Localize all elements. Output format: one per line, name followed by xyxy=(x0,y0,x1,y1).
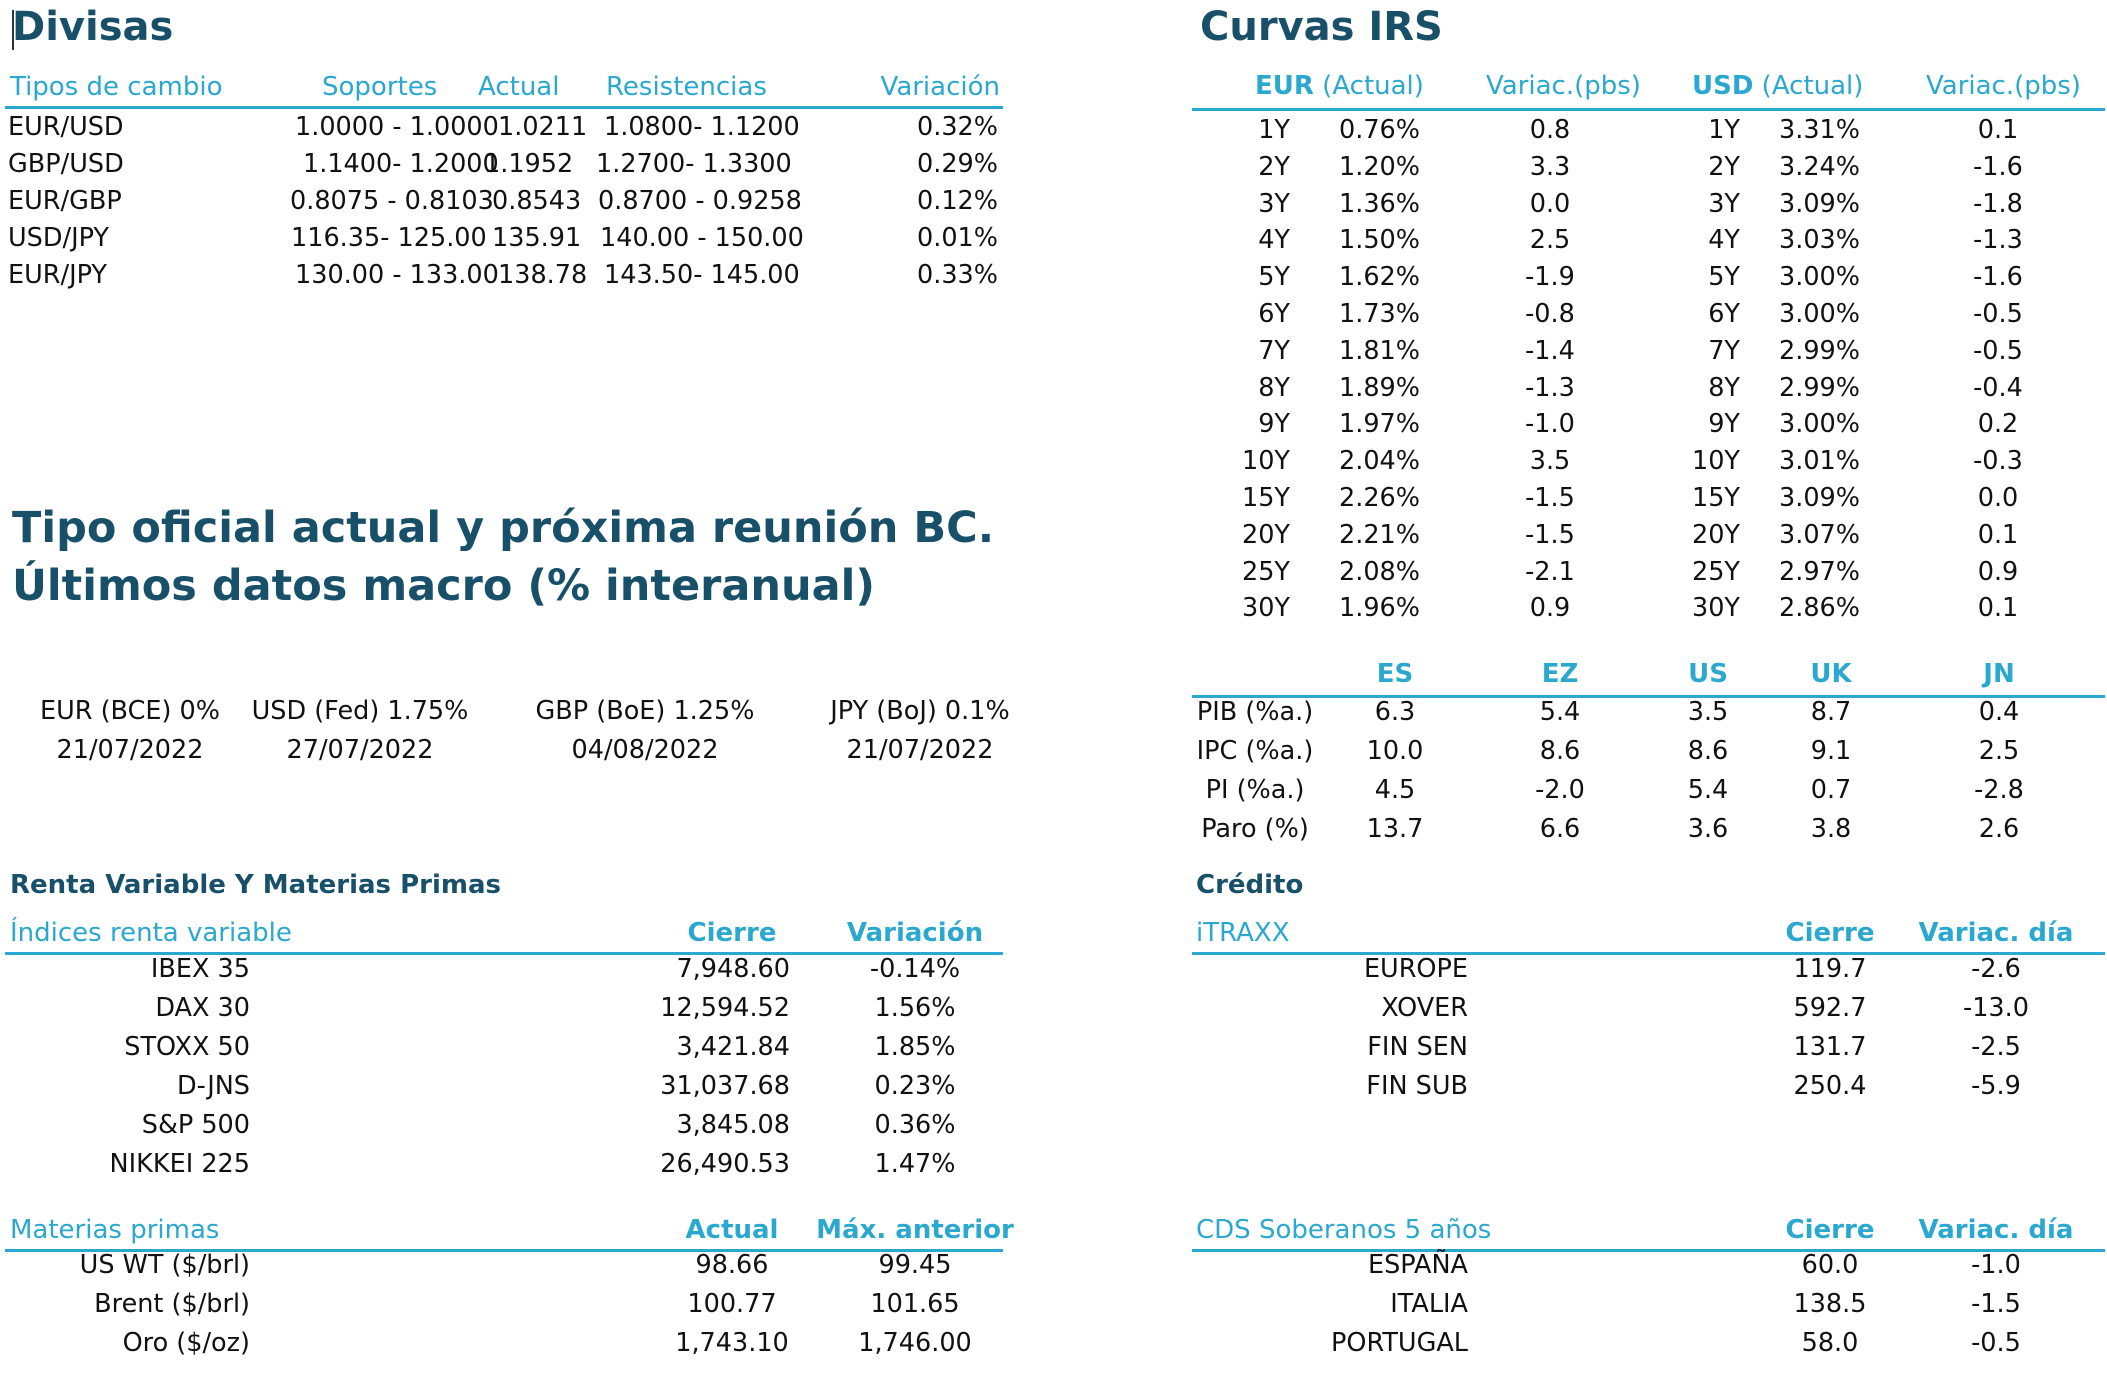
commodity-actual-cell: 100.77 xyxy=(687,1289,777,1319)
bank-date-usd: 27/07/2022 xyxy=(286,735,434,765)
irs-usd-var-cell: 0.2 xyxy=(1977,409,2019,440)
divisas-title: Divisas xyxy=(12,4,174,50)
irs-tenor-usd-cell: 7Y xyxy=(1708,335,1740,366)
irs-tenor-usd-cell: 5Y xyxy=(1708,262,1740,293)
cds-header-name: CDS Soberanos 5 años xyxy=(1196,1215,1492,1245)
pair-cell: EUR/JPY xyxy=(8,260,107,290)
itraxx-cierre-cell: 119.7 xyxy=(1793,954,1867,984)
index-cierre-cell: 31,037.68 xyxy=(660,1071,790,1101)
cds-name-cell: ITALIA xyxy=(1390,1289,1468,1319)
itraxx-var-cell: -2.5 xyxy=(1971,1032,2021,1062)
irs-usd-var-cell: 0.0 xyxy=(1977,483,2019,513)
soportes-cell: 0.8075 - 0.8103 xyxy=(290,186,494,216)
irs-usd-var-cell: -1.6 xyxy=(1973,151,2023,182)
irs-eur-var-cell: 2.5 xyxy=(1529,225,1571,256)
bank-date-jpy: 21/07/2022 xyxy=(846,735,994,765)
irs-usd-cell: 2.99% xyxy=(1778,335,1860,366)
macro-value-cell: 3.8 xyxy=(1810,814,1852,844)
credito-header-variac: Variac. día xyxy=(1918,918,2074,948)
irs-eur-cell: 2.26% xyxy=(1338,483,1420,513)
divisas-header-resistencias: Resistencias xyxy=(606,72,767,102)
irs-tenor-eur-cell: 15Y xyxy=(1241,483,1290,513)
irs-eur-cell: 2.04% xyxy=(1338,446,1420,477)
divisas-header-rule xyxy=(5,106,1003,109)
irs-header-eur-rest: (Actual) xyxy=(1313,71,1424,101)
irs-header-usd-code: USD xyxy=(1692,71,1754,101)
irs-usd-var-cell: -1.8 xyxy=(1973,188,2023,219)
materias-header-actual: Actual xyxy=(685,1215,779,1245)
cds-header-cierre: Cierre xyxy=(1785,1215,1875,1245)
index-var-cell: 0.23% xyxy=(874,1071,956,1101)
divisas-header-soportes: Soportes xyxy=(322,72,438,102)
itraxx-cierre-cell: 250.4 xyxy=(1793,1071,1867,1101)
irs-tenor-usd-cell: 15Y xyxy=(1691,483,1740,513)
macro-header-us: US xyxy=(1688,659,1728,689)
macro-value-cell: 3.6 xyxy=(1687,814,1729,844)
index-name-cell: D-JNS xyxy=(176,1071,250,1101)
credito-title: Crédito xyxy=(1196,870,1304,900)
resistencias-cell: 0.8700 - 0.9258 xyxy=(598,186,802,216)
bank-rate-eur: EUR (BCE) 0% xyxy=(39,696,221,726)
soportes-cell: 1.0000 - 1.0000 xyxy=(295,112,499,142)
irs-title: Curvas IRS xyxy=(1200,4,1443,50)
itraxx-var-cell: -5.9 xyxy=(1971,1071,2021,1101)
variacion-cell: 0.29% xyxy=(916,149,998,179)
irs-usd-cell: 3.00% xyxy=(1778,299,1860,329)
irs-tenor-eur-cell: 5Y xyxy=(1258,262,1290,293)
macro-value-cell: 0.7 xyxy=(1810,775,1852,805)
irs-tenor-usd-cell: 9Y xyxy=(1708,409,1740,440)
irs-header-eur xyxy=(1255,71,1424,101)
commodity-max-cell: 99.45 xyxy=(878,1250,952,1280)
itraxx-cierre-cell: 592.7 xyxy=(1793,993,1867,1023)
irs-header-usd-rest: (Actual) xyxy=(1753,71,1864,101)
irs-tenor-eur-cell: 1Y xyxy=(1258,115,1290,145)
irs-eur-var-cell: -0.8 xyxy=(1525,299,1575,329)
irs-usd-cell: 2.99% xyxy=(1778,372,1860,403)
credito-header-cierre: Cierre xyxy=(1785,918,1875,948)
index-cierre-cell: 3,845.08 xyxy=(676,1110,790,1140)
macro-value-cell: 10.0 xyxy=(1366,736,1424,766)
irs-usd-var-cell: 0.1 xyxy=(1977,593,2019,624)
resistencias-cell: 1.0800- 1.1200 xyxy=(604,112,800,142)
irs-tenor-usd-cell: 10Y xyxy=(1691,446,1740,477)
bc-title-line2: Últimos datos macro (% interanual) xyxy=(12,561,875,611)
soportes-cell: 1.1400- 1.2000 xyxy=(303,149,499,179)
irs-eur-cell: 0.76% xyxy=(1338,115,1420,145)
irs-header-rule xyxy=(1192,108,2105,111)
variacion-cell: 0.33% xyxy=(916,260,998,290)
irs-usd-cell: 3.01% xyxy=(1778,446,1860,477)
cds-header-variac: Variac. día xyxy=(1918,1215,2074,1245)
macro-value-cell: 2.5 xyxy=(1978,736,2020,766)
renta-header-name: Índices renta variable xyxy=(10,918,292,948)
irs-usd-cell: 3.00% xyxy=(1778,262,1860,293)
macro-value-cell: 6.3 xyxy=(1374,697,1416,727)
index-name-cell: IBEX 35 xyxy=(150,954,250,984)
itraxx-name-cell: EUROPE xyxy=(1363,954,1468,984)
irs-eur-var-cell: 3.5 xyxy=(1529,446,1571,477)
pair-cell: USD/JPY xyxy=(8,223,109,253)
macro-label-cell: Paro (%) xyxy=(1201,814,1309,844)
index-name-cell: NIKKEI 225 xyxy=(109,1149,250,1179)
irs-eur-cell: 1.73% xyxy=(1338,299,1420,329)
irs-eur-cell: 2.21% xyxy=(1338,519,1420,550)
irs-header-var2: Variac.(pbs) xyxy=(1926,71,2081,101)
irs-eur-cell: 1.50% xyxy=(1338,225,1420,256)
irs-usd-var-cell: -0.3 xyxy=(1973,446,2023,477)
irs-usd-var-cell: -1.6 xyxy=(1973,262,2023,293)
irs-tenor-usd-cell: 1Y xyxy=(1708,115,1740,145)
bc-title-line1: Tipo oficial actual y próxima reunión BC. xyxy=(12,503,995,553)
irs-usd-var-cell: -0.5 xyxy=(1973,299,2023,329)
macro-value-cell: -2.0 xyxy=(1535,775,1585,805)
irs-eur-var-cell: -1.5 xyxy=(1525,483,1575,513)
irs-tenor-eur-cell: 4Y xyxy=(1258,225,1290,256)
macro-header-ez: EZ xyxy=(1541,659,1579,689)
irs-tenor-eur-cell: 2Y xyxy=(1258,151,1290,182)
irs-eur-var-cell: -2.1 xyxy=(1525,556,1575,587)
commodity-name-cell: Oro ($/oz) xyxy=(122,1328,250,1358)
irs-tenor-eur-cell: 3Y xyxy=(1258,188,1290,219)
irs-eur-cell: 1.89% xyxy=(1338,372,1420,403)
macro-value-cell: -2.8 xyxy=(1974,775,2024,805)
commodity-name-cell: US WT ($/brl) xyxy=(79,1250,250,1280)
irs-eur-cell: 1.97% xyxy=(1338,409,1420,440)
resistencias-cell: 140.00 - 150.00 xyxy=(600,223,804,253)
irs-usd-var-cell: -0.4 xyxy=(1973,372,2023,403)
irs-usd-var-cell: 0.1 xyxy=(1977,519,2019,550)
irs-eur-cell: 1.36% xyxy=(1338,188,1420,219)
index-var-cell: 1.47% xyxy=(874,1149,956,1179)
irs-usd-var-cell: -1.3 xyxy=(1973,225,2023,256)
itraxx-name-cell: FIN SEN xyxy=(1367,1032,1468,1062)
actual-cell: 1.1952 xyxy=(484,149,574,179)
macro-header-uk: UK xyxy=(1810,659,1852,689)
irs-usd-cell: 3.00% xyxy=(1778,409,1860,440)
commodity-actual-cell: 1,743.10 xyxy=(675,1328,789,1358)
itraxx-name-cell: XOVER xyxy=(1381,993,1468,1023)
macro-value-cell: 8.7 xyxy=(1810,697,1852,727)
index-name-cell: DAX 30 xyxy=(155,993,250,1023)
soportes-cell: 116.35- 125.00 xyxy=(291,223,487,253)
bank-date-eur: 21/07/2022 xyxy=(56,735,204,765)
index-var-cell: 0.36% xyxy=(874,1110,956,1140)
divisas-header-name: Tipos de cambio xyxy=(10,72,223,102)
soportes-cell: 130.00 - 133.00 xyxy=(295,260,499,290)
commodity-max-cell: 1,746.00 xyxy=(858,1328,972,1358)
irs-usd-cell: 3.03% xyxy=(1778,225,1860,256)
macro-value-cell: 5.4 xyxy=(1539,697,1581,727)
macro-value-cell: 3.5 xyxy=(1687,697,1729,727)
irs-eur-cell: 2.08% xyxy=(1338,556,1420,587)
index-cierre-cell: 12,594.52 xyxy=(660,993,790,1023)
itraxx-var-cell: -13.0 xyxy=(1963,993,2029,1023)
irs-tenor-usd-cell: 20Y xyxy=(1691,519,1740,550)
macro-value-cell: 13.7 xyxy=(1366,814,1424,844)
macro-value-cell: 8.6 xyxy=(1539,736,1581,766)
irs-usd-var-cell: 0.9 xyxy=(1977,556,2019,587)
actual-cell: 135.91 xyxy=(492,223,582,253)
irs-eur-var-cell: 0.0 xyxy=(1529,188,1571,219)
irs-eur-var-cell: -1.0 xyxy=(1525,409,1575,440)
irs-tenor-eur-cell: 30Y xyxy=(1241,593,1290,624)
cds-name-cell: PORTUGAL xyxy=(1331,1328,1468,1358)
renta-title: Renta Variable Y Materias Primas xyxy=(10,870,501,900)
index-name-cell: STOXX 50 xyxy=(124,1032,250,1062)
macro-value-cell: 8.6 xyxy=(1687,736,1729,766)
resistencias-cell: 143.50- 145.00 xyxy=(604,260,800,290)
materias-header-name: Materias primas xyxy=(10,1215,220,1245)
macro-value-cell: 6.6 xyxy=(1539,814,1581,844)
irs-eur-var-cell: -1.3 xyxy=(1525,372,1575,403)
irs-usd-cell: 2.86% xyxy=(1778,593,1860,624)
irs-tenor-usd-cell: 30Y xyxy=(1691,593,1740,624)
irs-eur-var-cell: -1.9 xyxy=(1525,262,1575,293)
credito-header-name: iTRAXX xyxy=(1196,918,1290,948)
cds-var-cell: -1.5 xyxy=(1971,1289,2021,1319)
actual-cell: 1.0211 xyxy=(498,112,588,142)
irs-eur-cell: 1.20% xyxy=(1338,151,1420,182)
irs-usd-cell: 3.09% xyxy=(1778,188,1860,219)
irs-eur-var-cell: 3.3 xyxy=(1529,151,1571,182)
irs-tenor-usd-cell: 4Y xyxy=(1708,225,1740,256)
index-name-cell: S&P 500 xyxy=(141,1110,250,1140)
actual-cell: 0.8543 xyxy=(492,186,582,216)
index-cierre-cell: 7,948.60 xyxy=(676,954,790,984)
irs-tenor-eur-cell: 10Y xyxy=(1241,446,1290,477)
irs-eur-var-cell: 0.9 xyxy=(1529,593,1571,624)
irs-tenor-usd-cell: 2Y xyxy=(1708,151,1740,182)
index-cierre-cell: 26,490.53 xyxy=(660,1149,790,1179)
irs-tenor-usd-cell: 3Y xyxy=(1708,188,1740,219)
irs-usd-cell: 3.09% xyxy=(1778,483,1860,513)
irs-usd-var-cell: 0.1 xyxy=(1977,115,2019,145)
irs-header-var1: Variac.(pbs) xyxy=(1486,71,1641,101)
pair-cell: EUR/GBP xyxy=(8,186,122,216)
irs-tenor-eur-cell: 8Y xyxy=(1258,372,1290,403)
pair-cell: EUR/USD xyxy=(8,112,124,142)
index-var-cell: -0.14% xyxy=(869,954,961,984)
resistencias-cell: 1.2700- 1.3300 xyxy=(596,149,792,179)
irs-usd-cell: 3.31% xyxy=(1778,115,1860,145)
variacion-cell: 0.01% xyxy=(916,223,998,253)
irs-header-eur-code: EUR xyxy=(1255,71,1314,101)
index-cierre-cell: 3,421.84 xyxy=(676,1032,790,1062)
materias-header-max: Máx. anterior xyxy=(816,1215,1014,1245)
renta-header-variacion: Variación xyxy=(846,918,984,948)
irs-tenor-eur-cell: 9Y xyxy=(1258,409,1290,440)
cds-var-cell: -0.5 xyxy=(1971,1328,2021,1358)
divisas-header-actual: Actual xyxy=(478,72,560,102)
irs-usd-cell: 3.07% xyxy=(1778,519,1860,550)
irs-eur-var-cell: -1.5 xyxy=(1525,519,1575,550)
pair-cell: GBP/USD xyxy=(8,149,124,179)
macro-value-cell: 9.1 xyxy=(1810,736,1852,766)
irs-tenor-eur-cell: 6Y xyxy=(1258,299,1290,329)
commodity-max-cell: 101.65 xyxy=(870,1289,960,1319)
irs-tenor-eur-cell: 7Y xyxy=(1258,335,1290,366)
irs-tenor-eur-cell: 25Y xyxy=(1241,556,1290,587)
macro-value-cell: 0.4 xyxy=(1978,697,2020,727)
irs-eur-cell: 1.96% xyxy=(1338,593,1420,624)
irs-tenor-usd-cell: 6Y xyxy=(1708,299,1740,329)
renta-header-cierre: Cierre xyxy=(687,918,777,948)
irs-tenor-usd-cell: 8Y xyxy=(1708,372,1740,403)
irs-usd-var-cell: -0.5 xyxy=(1973,335,2023,366)
bank-rate-gbp: GBP (BoE) 1.25% xyxy=(535,696,755,726)
irs-header-usd xyxy=(1692,71,1863,101)
index-var-cell: 1.85% xyxy=(874,1032,956,1062)
irs-usd-cell: 2.97% xyxy=(1778,556,1860,587)
cds-var-cell: -1.0 xyxy=(1971,1250,2021,1280)
irs-usd-cell: 3.24% xyxy=(1778,151,1860,182)
bank-rate-usd: USD (Fed) 1.75% xyxy=(251,696,469,726)
irs-eur-var-cell: 0.8 xyxy=(1529,115,1571,145)
irs-tenor-eur-cell: 20Y xyxy=(1241,519,1290,550)
bank-rate-jpy: JPY (BoJ) 0.1% xyxy=(830,696,1010,726)
macro-label-cell: PI (%a.) xyxy=(1205,775,1305,805)
cds-cierre-cell: 138.5 xyxy=(1793,1289,1867,1319)
itraxx-cierre-cell: 131.7 xyxy=(1793,1032,1867,1062)
macro-label-cell: IPC (%a.) xyxy=(1196,736,1314,766)
macro-value-cell: 5.4 xyxy=(1687,775,1729,805)
actual-cell: 138.78 xyxy=(498,260,588,290)
macro-header-es: ES xyxy=(1376,659,1414,689)
bank-date-gbp: 04/08/2022 xyxy=(571,735,719,765)
cds-cierre-cell: 58.0 xyxy=(1801,1328,1859,1358)
macro-header-jn: JN xyxy=(1983,659,2015,689)
macro-label-cell: PIB (%a.) xyxy=(1196,697,1314,727)
cds-cierre-cell: 60.0 xyxy=(1801,1250,1859,1280)
macro-value-cell: 4.5 xyxy=(1374,775,1416,805)
irs-eur-cell: 1.81% xyxy=(1338,335,1420,366)
cds-name-cell: ESPAÑA xyxy=(1367,1250,1468,1280)
variacion-cell: 0.32% xyxy=(916,112,998,142)
itraxx-var-cell: -2.6 xyxy=(1971,954,2021,984)
itraxx-name-cell: FIN SUB xyxy=(1366,1071,1468,1101)
irs-tenor-usd-cell: 25Y xyxy=(1691,556,1740,587)
commodity-actual-cell: 98.66 xyxy=(695,1250,769,1280)
macro-value-cell: 2.6 xyxy=(1978,814,2020,844)
commodity-name-cell: Brent ($/brl) xyxy=(94,1289,250,1319)
variacion-cell: 0.12% xyxy=(916,186,998,216)
divisas-header-variacion: Variación xyxy=(880,72,1000,102)
irs-eur-var-cell: -1.4 xyxy=(1525,335,1575,366)
index-var-cell: 1.56% xyxy=(874,993,956,1023)
irs-eur-cell: 1.62% xyxy=(1338,262,1420,293)
